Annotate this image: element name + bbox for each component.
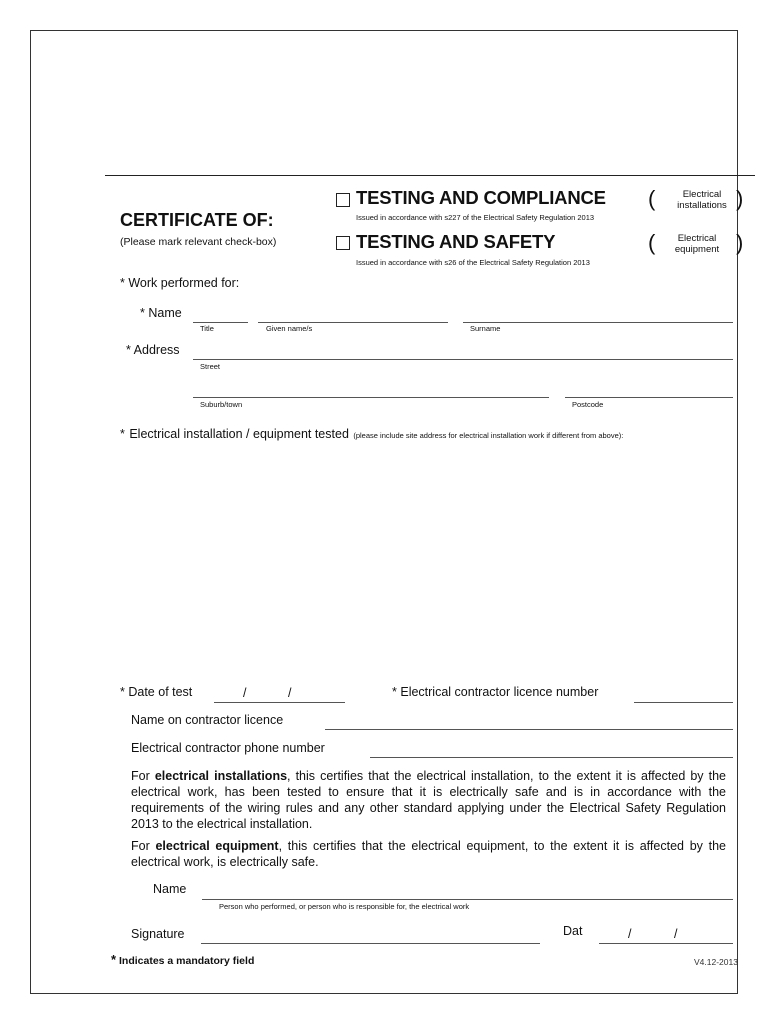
safety-scope-close-paren: ) (736, 230, 744, 255)
equipment-statement-bold: electrical equipment (155, 839, 279, 853)
equipment-tested-text: Electrical installation / equipment tested (129, 427, 349, 441)
signature-label: Signature (131, 927, 185, 941)
signoff-date-label: Dat (563, 924, 583, 938)
mandatory-asterisk: * (120, 276, 125, 290)
suburb-field[interactable] (193, 397, 549, 398)
equipment-tested-colon: : (621, 431, 624, 440)
equipment-tested-label (120, 425, 623, 443)
mandatory-asterisk: * (126, 343, 131, 357)
mandatory-note-text: Indicates a mandatory field (118, 955, 255, 967)
installation-statement-text: , this certifies that the electrical installation, to the extent it is affected by the electrical work, has been tested to ensure that it is electrically safe and is in accordance with the requirements of the wiring rules and any other standard applying under the Electrical Safety Regulation 2013 to the electrical installation. (131, 769, 726, 831)
name-label (140, 306, 182, 320)
surname-field[interactable] (463, 322, 733, 323)
header-divider (105, 175, 755, 176)
compliance-checkbox[interactable] (336, 193, 350, 207)
equipment-tested-note: (please include site address for electrical installation work if different from above) (353, 431, 622, 440)
compliance-heading: TESTING AND COMPLIANCE (356, 187, 606, 208)
safety-scope-open-paren: ( (648, 230, 656, 255)
mandatory-asterisk: * (140, 306, 145, 320)
mandatory-asterisk: * (120, 427, 125, 441)
compliance-scope: Electrical installations (677, 189, 727, 211)
suburb-caption: Suburb/town (200, 400, 243, 409)
postcode-field[interactable] (565, 397, 733, 398)
licence-number-field[interactable] (634, 702, 733, 703)
title-caption: Title (200, 324, 214, 333)
surname-caption: Surname (470, 324, 501, 333)
given-name-field[interactable] (258, 322, 448, 323)
title-field[interactable] (193, 322, 248, 323)
safety-note: Issued in accordance with s26 of the Electrical Safety Regulation 2013 (356, 258, 590, 267)
mandatory-asterisk: * (111, 952, 117, 967)
postcode-caption: Postcode (572, 400, 604, 409)
certificate-title: CERTIFICATE OF: (120, 210, 274, 230)
mandatory-asterisk: * (120, 685, 125, 699)
signoff-date-field[interactable] (599, 943, 733, 944)
installation-statement-prefix: For (131, 769, 155, 783)
date-of-test-text: Date of test (128, 685, 193, 699)
safety-heading: TESTING AND SAFETY (356, 231, 556, 252)
equipment-description-area[interactable] (120, 445, 733, 670)
installation-statement (131, 768, 726, 832)
safety-scope: Electrical equipment (674, 233, 720, 255)
date-separator: / (628, 927, 632, 941)
signoff-name-label: Name (153, 882, 187, 896)
compliance-note: Issued in accordance with s227 of the Electrical Safety Regulation 2013 (356, 213, 595, 222)
licence-number-label (392, 685, 598, 699)
contractor-name-field[interactable] (325, 729, 733, 730)
compliance-scope-open-paren: ( (648, 186, 656, 211)
compliance-scope-close-paren: ) (736, 186, 744, 211)
equipment-statement-prefix: For (131, 839, 156, 853)
address-label (126, 343, 180, 357)
contractor-phone-field[interactable] (370, 757, 733, 758)
work-performed-label (120, 276, 239, 290)
equipment-statement (131, 838, 726, 870)
address-label-text: Address (133, 343, 180, 357)
date-separator: / (243, 686, 247, 700)
mandatory-asterisk: * (392, 685, 397, 699)
street-field[interactable] (193, 359, 733, 360)
signoff-name-field[interactable] (202, 899, 733, 900)
safety-checkbox[interactable] (336, 236, 350, 250)
contractor-name-label: Name on contractor licence (131, 713, 284, 727)
version-label: V4.12-2013 (694, 957, 738, 967)
signature-field[interactable] (201, 943, 540, 944)
installation-statement-bold: electrical installations (154, 769, 288, 783)
street-caption: Street (200, 362, 221, 371)
mandatory-note (111, 952, 254, 967)
date-of-test-field[interactable] (214, 702, 345, 703)
given-name-caption: Given name/s (266, 324, 313, 333)
work-performed-text: Work performed for: (128, 276, 240, 290)
name-label-text: Name (148, 306, 182, 320)
equipment-statement-text: , this certifies that the electrical equipment, to the extent it is affected by the electrical work, is electrically safe. (131, 839, 726, 869)
certificate-instruction: (Please mark relevant check-box) (120, 236, 277, 248)
date-separator: / (674, 927, 678, 941)
date-of-test-label (120, 685, 192, 699)
date-separator: / (288, 686, 292, 700)
licence-number-text: Electrical contractor licence number (400, 685, 599, 699)
person-caption: Person who performed, or person who is responsible for, the electrical work (219, 902, 470, 911)
contractor-phone-label: Electrical contractor phone number (131, 741, 325, 755)
